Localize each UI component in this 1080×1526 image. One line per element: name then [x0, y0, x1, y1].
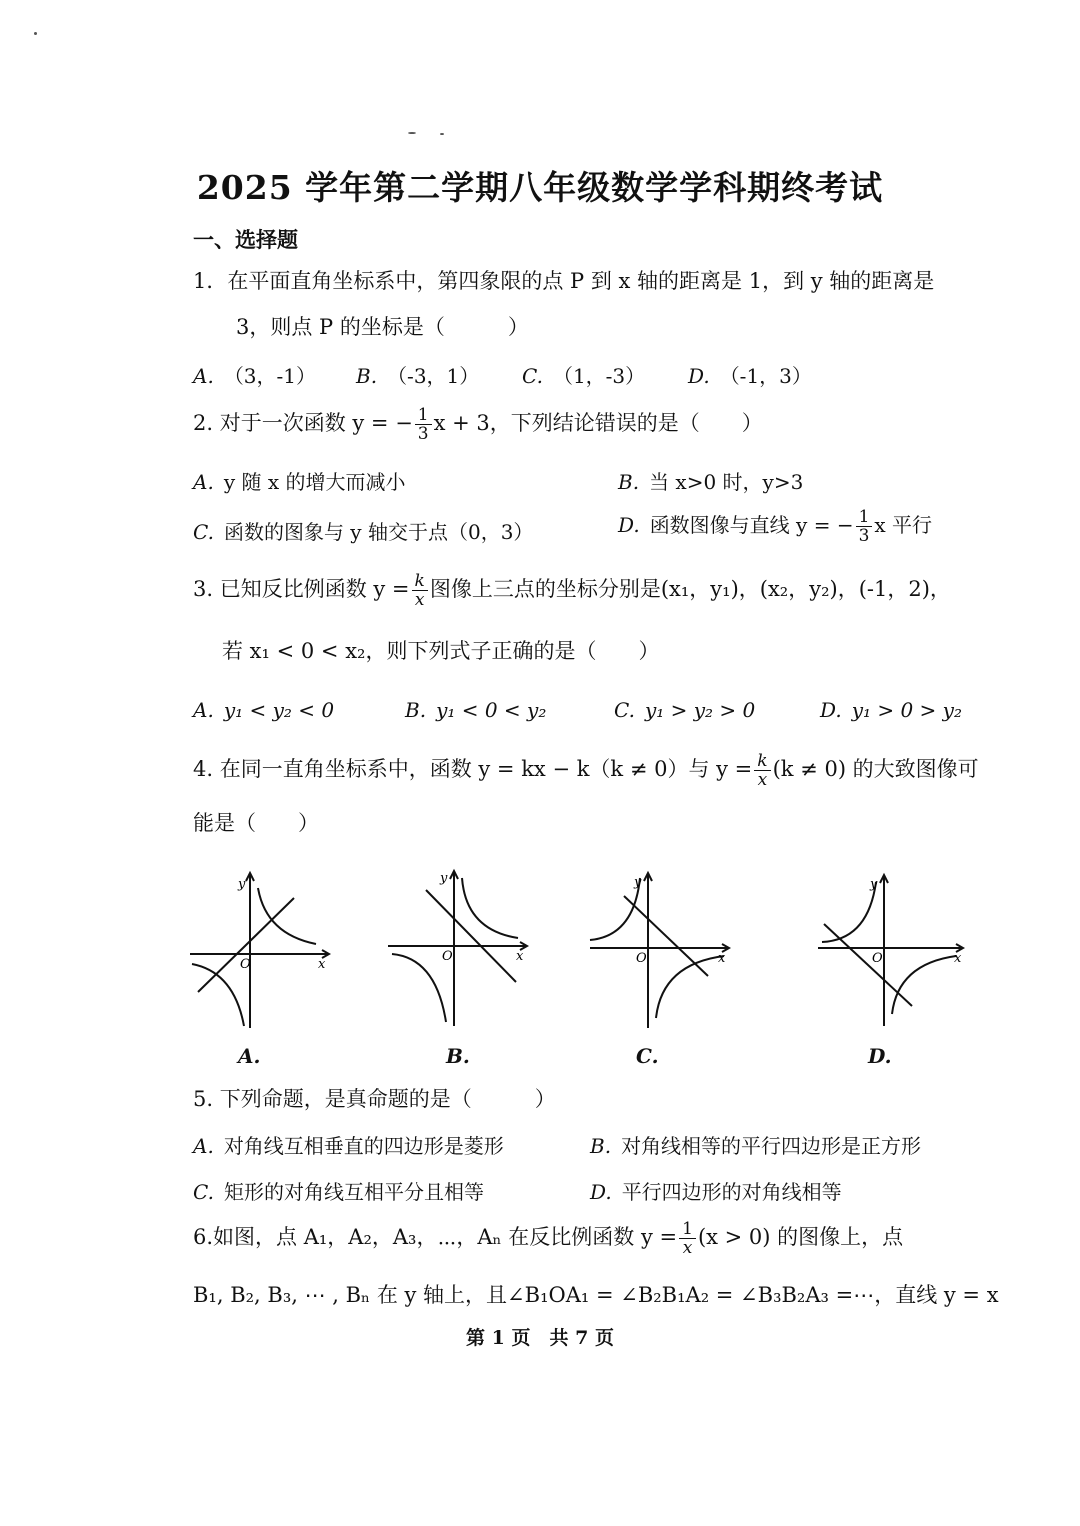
- q5-stem: 5. 下列命题，是真命题的是（ ）: [193, 1087, 556, 1111]
- fraction: [415, 406, 432, 443]
- x-axis-label: x: [516, 949, 524, 964]
- q3-stem: [193, 572, 951, 609]
- option-text: （-3，1）: [387, 364, 480, 388]
- q3-option-b: [405, 698, 546, 722]
- q2-option-d: [618, 508, 932, 545]
- option-label: B.: [405, 698, 427, 722]
- option-label: B.: [618, 470, 640, 494]
- option-label: C.: [522, 364, 543, 388]
- option-text: （1，-3）: [552, 364, 646, 388]
- q4-graph-a-label: A.: [238, 1044, 261, 1068]
- q1-option-d: [688, 360, 812, 389]
- option-label: D.: [618, 513, 640, 537]
- option-text-prefix: 函数图像与直线 y = −: [649, 513, 854, 537]
- q4-graph-c: [586, 868, 736, 1036]
- option-label: D.: [590, 1180, 612, 1204]
- linear-function-line: [426, 890, 516, 982]
- q2-stem-prefix: 2. 对于一次函数 y = −: [193, 411, 413, 435]
- q4-graph-b: [384, 866, 534, 1034]
- q2-stem: [193, 406, 763, 443]
- q4-graph-c-label: C.: [636, 1044, 659, 1068]
- fraction-denominator: x: [682, 1238, 693, 1258]
- option-text: y 随 x 的增大而减小: [223, 470, 406, 494]
- q2-option-b: [618, 466, 803, 495]
- q1-stem-line1: 1．在平面直角坐标系中，第四象限的点 P 到 x 轴的距离是 1，到 y 轴的距离是: [193, 269, 935, 293]
- origin-label: O: [240, 957, 251, 972]
- option-text: 矩形的对角线互相平分且相等: [223, 1180, 484, 1204]
- hyperbola-branch-q4: [892, 956, 956, 1014]
- fraction-numerator: k: [412, 572, 428, 591]
- fraction-denominator: x: [757, 770, 768, 790]
- option-text-suffix: x 平行: [874, 513, 933, 537]
- option-text: 平行四边形的对角线相等: [621, 1180, 842, 1204]
- hyperbola-branch-q1: [258, 888, 316, 944]
- option-label: A.: [193, 470, 214, 494]
- fraction-denominator: x: [414, 590, 425, 610]
- section-heading: 一、选择题: [193, 227, 298, 252]
- option-text: 对角线相等的平行四边形是正方形: [621, 1134, 922, 1158]
- option-label: A.: [193, 698, 214, 722]
- hyperbola-branch-q1: [462, 878, 518, 938]
- option-label: C.: [614, 698, 635, 722]
- option-text: 函数的图象与 y 轴交于点（0，3）: [223, 520, 534, 544]
- option-label: B.: [356, 364, 378, 388]
- hyperbola-branch-q4: [656, 956, 724, 1018]
- origin-label: O: [442, 949, 453, 964]
- fraction: [412, 572, 428, 609]
- q4-stem: [193, 752, 979, 789]
- y-axis-label: y: [870, 877, 878, 892]
- fraction: [754, 752, 770, 789]
- q5-option-a: [193, 1130, 504, 1159]
- y-axis-label: y: [634, 875, 642, 890]
- scan-speck: [440, 133, 444, 135]
- fraction-numerator: 1: [679, 1220, 696, 1239]
- q6-stem: [193, 1220, 903, 1257]
- q3-stem-suffix: 图像上三点的坐标分别是(x₁，y₁)，(x₂，y₂)，(-1，2)，: [429, 577, 951, 601]
- page-footer: 第 1 页 共 7 页: [466, 1327, 614, 1349]
- q6-stem-line2: B₁, B₂, B₃, ⋯ , Bₙ 在 y 轴上，且∠B₁OA₁ = ∠B₂B₁A₂ = ∠B₃B₂A₃ =⋯，直线 y = x: [193, 1283, 999, 1307]
- option-text: y₁ > 0 > y₂: [851, 698, 962, 722]
- q1-option-c: [522, 360, 645, 389]
- origin-label: O: [872, 951, 883, 966]
- option-text: y₁ < y₂ < 0: [223, 698, 335, 722]
- q5-option-b: [590, 1130, 921, 1159]
- q4-graph-b-label: B.: [446, 1044, 470, 1068]
- option-label: C.: [193, 520, 214, 544]
- q4-stem-line2: 能是（ ）: [193, 811, 319, 835]
- q2-option-a: [193, 466, 405, 495]
- q1-option-b: [356, 360, 479, 389]
- q5-option-c: [193, 1176, 484, 1205]
- fraction: [856, 508, 873, 545]
- q4-stem-prefix: 4. 在同一直角坐标系中，函数 y = kx − k（k ≠ 0）与 y =: [193, 757, 753, 781]
- y-axis-label: y: [238, 877, 246, 892]
- option-label: D.: [688, 364, 710, 388]
- q3-option-a: [193, 698, 334, 722]
- hyperbola-branch-q2: [590, 878, 640, 940]
- q4-graph-d-label: D.: [868, 1044, 892, 1068]
- origin-label: O: [636, 951, 647, 966]
- option-text: y₁ < 0 < y₂: [436, 698, 547, 722]
- q5-option-d: [590, 1176, 842, 1205]
- q6-stem-prefix: 6.如图，点 A₁，A₂，A₃，⋯，Aₙ 在反比例函数 y =: [193, 1225, 678, 1249]
- hyperbola-branch-q3: [392, 954, 446, 1022]
- option-label: A.: [193, 1134, 214, 1158]
- hyperbola-branch-q2: [822, 882, 876, 942]
- x-axis-label: x: [954, 951, 962, 966]
- q4-graph-a: [186, 868, 336, 1036]
- option-text: 当 x>0 时，y>3: [649, 470, 804, 494]
- option-label: D.: [820, 698, 842, 722]
- q1-stem-line2: 3，则点 P 的坐标是（ ）: [236, 315, 529, 339]
- q1-option-a: [193, 360, 316, 389]
- q3-stem-prefix: 3. 已知反比例函数 y =: [193, 577, 410, 601]
- option-label: C.: [193, 1180, 214, 1204]
- fraction: [679, 1220, 696, 1257]
- fraction-denominator: 3: [417, 424, 429, 444]
- q4-stem-suffix: (k ≠ 0) 的大致图像可: [772, 757, 979, 781]
- fraction-numerator: k: [754, 752, 770, 771]
- q4-graph-d: [814, 870, 970, 1038]
- option-text: y₁ > y₂ > 0: [644, 698, 756, 722]
- linear-function-line: [198, 898, 294, 992]
- q6-stem-suffix: (x > 0) 的图像上，点: [697, 1225, 904, 1249]
- fraction-denominator: 3: [858, 526, 870, 546]
- x-axis-label: x: [318, 957, 326, 972]
- fraction-numerator: 1: [415, 406, 432, 425]
- option-text: （3，-1）: [223, 364, 317, 388]
- scan-speck: [408, 132, 416, 134]
- q3-option-c: [614, 698, 755, 722]
- option-label: B.: [590, 1134, 612, 1158]
- q2-option-c: [193, 516, 533, 545]
- option-label: A.: [193, 364, 214, 388]
- scan-speck: [34, 32, 37, 35]
- linear-function-line: [824, 924, 912, 1006]
- option-text: （-1，3）: [719, 364, 812, 388]
- q3-stem-line2: 若 x₁ < 0 < x₂，则下列式子正确的是（ ）: [222, 639, 660, 663]
- exam-title: 2025 学年第二学期八年级数学学科期终考试: [196, 168, 884, 207]
- y-axis-label: y: [440, 871, 448, 886]
- fraction-numerator: 1: [856, 508, 873, 527]
- q3-option-d: [820, 698, 962, 722]
- x-axis-label: x: [718, 951, 726, 966]
- q2-stem-suffix: x + 3，下列结论错误的是（ ）: [433, 411, 763, 435]
- option-text: 对角线互相垂直的四边形是菱形: [223, 1134, 504, 1158]
